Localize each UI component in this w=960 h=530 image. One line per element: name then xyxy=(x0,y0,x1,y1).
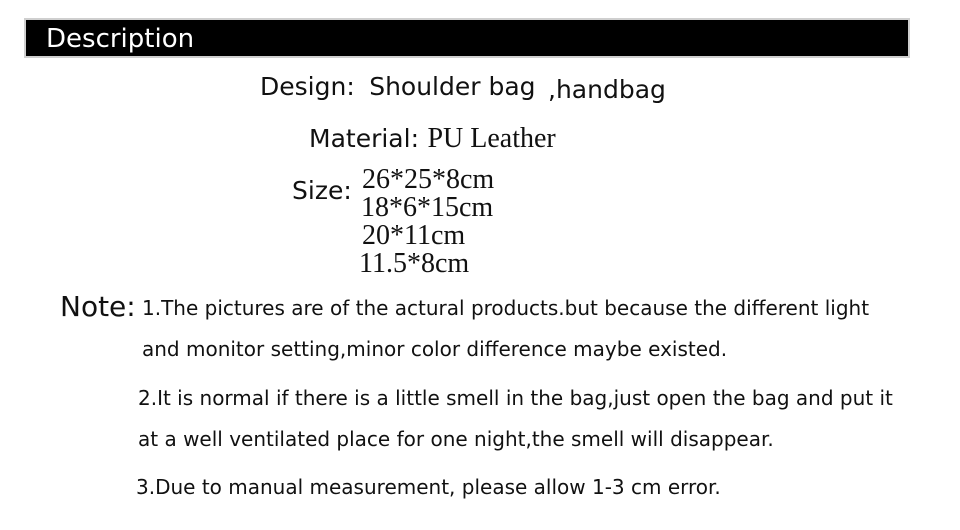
size-value: 18*6*15cm xyxy=(361,192,494,223)
material-label: Material: xyxy=(309,124,419,153)
design-label: Design: xyxy=(260,72,355,101)
size-row xyxy=(292,176,352,205)
note-line: 1.The pictures are of the actural products.but because the different light xyxy=(142,296,870,320)
design-value-shoulder-bag: Shoulder bag xyxy=(369,72,536,101)
size-value: 26*25*8cm xyxy=(362,164,495,195)
note-line: at a well ventilated place for one night,the smell will disappear. xyxy=(138,427,774,451)
note-line: 2.It is normal if there is a little smell in the bag,just open the bag and put it xyxy=(138,386,893,410)
design-value-handbag: ,handbag xyxy=(548,75,666,104)
size-label: Size: xyxy=(292,176,352,205)
design-row xyxy=(260,72,666,104)
description-title: Description xyxy=(46,24,195,54)
note-label: Note: xyxy=(60,290,136,323)
note-line: 3.Due to manual measurement, please allow 1-3 cm error. xyxy=(136,475,721,499)
material-value: PU Leather xyxy=(427,123,556,154)
size-value: 20*11cm xyxy=(362,220,466,251)
note-line: and monitor setting,minor color difference maybe existed. xyxy=(142,337,728,361)
size-value: 11.5*8cm xyxy=(359,248,470,279)
description-header-bar xyxy=(24,18,910,58)
material-row xyxy=(309,123,556,155)
